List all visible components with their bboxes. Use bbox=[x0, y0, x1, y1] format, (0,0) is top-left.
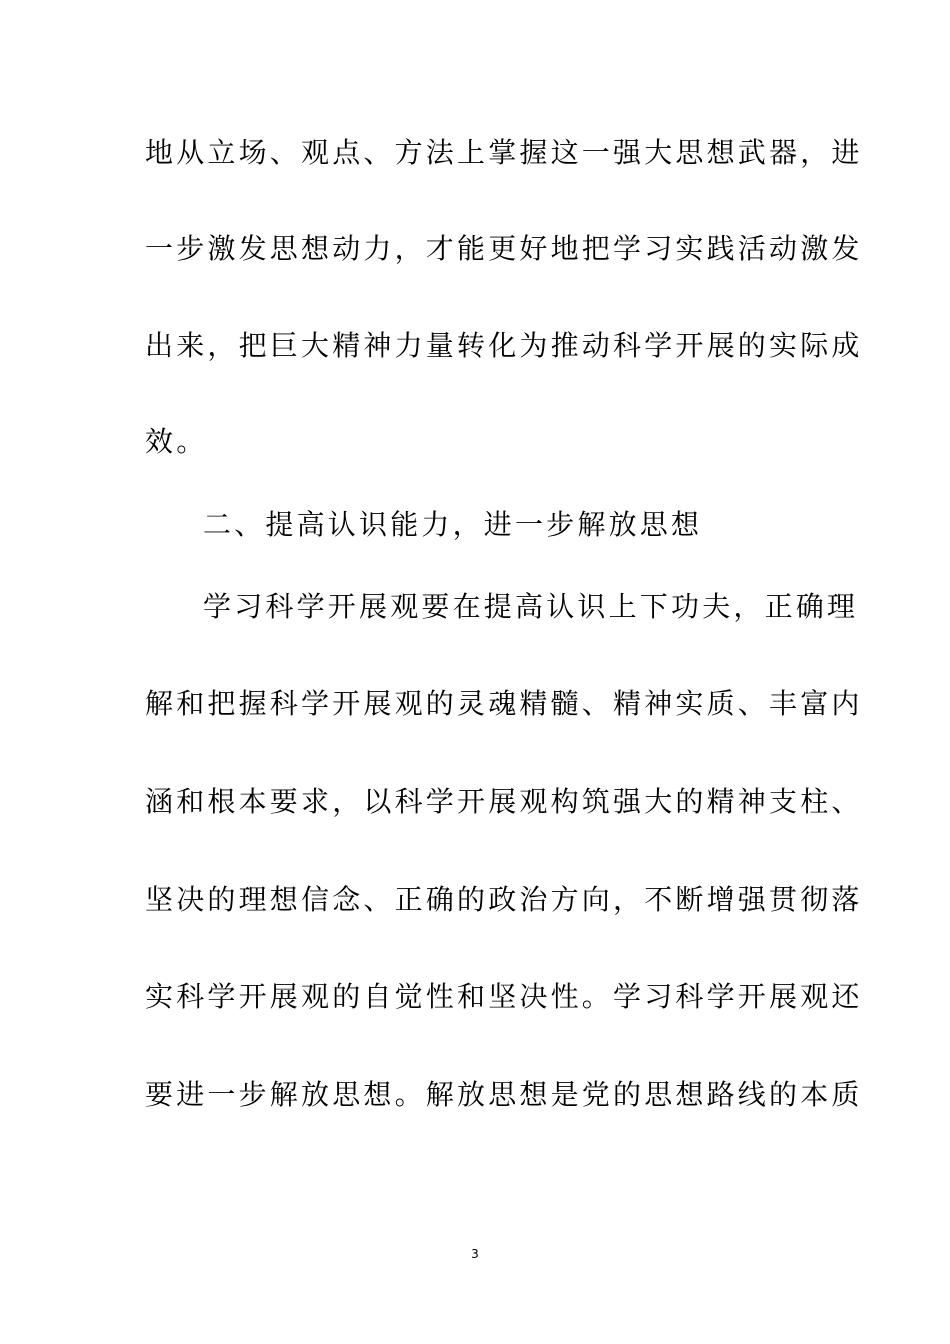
page-number: 3 bbox=[471, 1247, 479, 1261]
paragraph-first-line: 学习科学开展观要在提高认识上下功夫，正确理 bbox=[203, 590, 859, 623]
text-line: 坚决的理想信念、正确的政治方向，不断增强贯彻落 bbox=[145, 883, 863, 916]
text-line: 地从立场、观点、方法上掌握这一强大思想武器，进 bbox=[145, 136, 863, 169]
text-line: 效。 bbox=[145, 425, 208, 458]
text-line: 要进一步解放思想。解放思想是党的思想路线的本质 bbox=[145, 1078, 863, 1111]
text-line: 实科学开展观的自觉性和坚决性。学习科学开展观还 bbox=[145, 980, 863, 1013]
text-line: 解和把握科学开展观的灵魂精髓、精神实质、丰富内 bbox=[145, 687, 863, 720]
text-line: 涵和根本要求，以科学开展观构筑强大的精神支柱、 bbox=[145, 785, 863, 818]
section-heading: 二、提高认识能力，进一步解放思想 bbox=[203, 508, 703, 541]
text-line: 出来，把巨大精神力量转化为推动科学开展的实际成 bbox=[145, 329, 863, 362]
text-line: 一步激发思想动力，才能更好地把学习实践活动激发 bbox=[145, 232, 863, 265]
